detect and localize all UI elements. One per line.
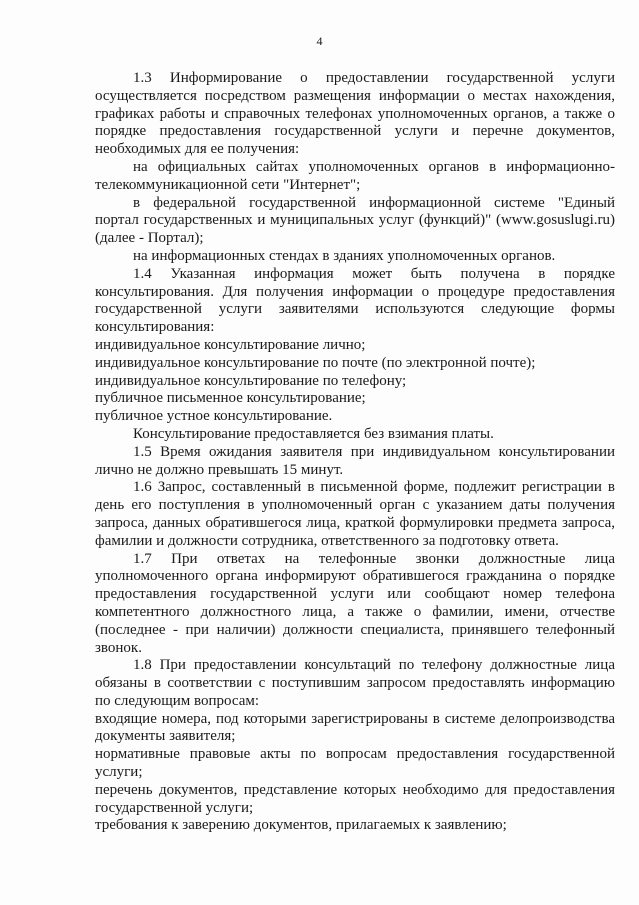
document-body <box>95 70 615 835</box>
list-item-individual-mail: индивидуальное консультирование по почте (по электронной почте); <box>95 354 536 371</box>
list-item-public-written: публичное письменное консультирование; <box>95 390 366 407</box>
paragraph-1-4: 1.4 Указанная информация может быть получена в порядке консультирования. Для получения информации о процедуре предоставления государственной услуги заявителями используются следующие формы консультирования: <box>95 265 615 336</box>
paragraph-1-7: 1.7 При ответах на телефонные звонки должностные лица уполномоченного органа информируют обратившегося гражданина о порядке предоставления государственной услуги или сообщают номер телефона компетентного должностного лица, а также о фамилии, имени, отчестве (последнее - при наличии) должности специалиста, принявшего телефонный звонок. <box>95 550 615 656</box>
paragraph-portal: в федеральной государственной информационной системе "Единый портал государственных и муниципальных услуг (функций)" (www.gosuslugi.ru) (далее - Портал); <box>95 194 615 247</box>
list-item-individual-in-person: индивидуальное консультирование лично; <box>95 336 366 353</box>
list-item-document-list: перечень документов, представление которых необходимо для предоставления государственной услуги; <box>95 781 615 816</box>
paragraph-1-8: 1.8 При предоставлении консультаций по телефону должностные лица обязаны в соответствии с поступившим запросом предоставлять информацию по следующим вопросам: <box>95 657 615 709</box>
page-number: 4 <box>316 34 323 48</box>
list-item-individual-phone: индивидуальное консультирование по телефону; <box>95 372 407 389</box>
list-item-certification-requirements: требования к заверению документов, прилагаемых к заявлению; <box>95 817 507 834</box>
paragraph-1-3: 1.3 Информирование о предоставлении государственной услуги осуществляется посредством размещения информации о местах нахождения, графиках работы и справочных телефонах уполномоченных органов, а также о порядке предоставления государственной услуги и перечне документов, необходимых для ее получения: <box>95 70 615 158</box>
paragraph-1-6: 1.6 Запрос, составленный в письменной форме, подлежит регистрации в день его поступления в уполномоченный орган с указанием даты получения запроса, данных обратившегося лица, краткой формулировки предмета запроса, фамилии и должности сотрудника, ответственного за подготовку ответа. <box>95 479 615 549</box>
paragraph-1-5: 1.5 Время ожидания заявителя при индивидуальном консультировании лично не должно превышать 15 минут. <box>95 443 615 478</box>
list-item-legal-acts: нормативные правовые акты по вопросам предоставления государственной услуги; <box>95 746 615 781</box>
paragraph-official-sites: на официальных сайтах уполномоченных органов в информационно-телекоммуникационной сети "Интернет"; <box>95 158 615 193</box>
paragraph-free-of-charge: Консультирование предоставляется без взимания платы. <box>133 425 494 442</box>
paragraph-info-stands: на информационных стендах в зданиях уполномоченных органов. <box>133 247 556 264</box>
list-item-public-oral: публичное устное консультирование. <box>95 408 333 425</box>
list-item-incoming-numbers: входящие номера, под которыми зарегистрированы в системе делопроизводства документы заявителя; <box>95 710 615 745</box>
